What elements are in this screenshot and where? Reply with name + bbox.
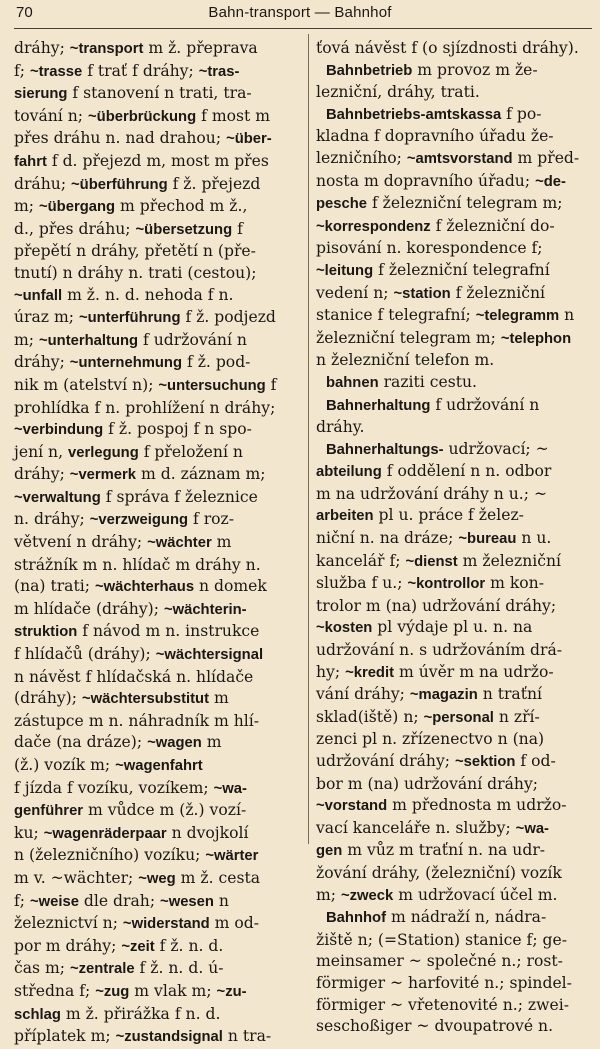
definition-text: n domek xyxy=(194,577,267,596)
definition-text: vání dráhy; xyxy=(316,685,410,704)
headword: Bahnbetriebs-amtskassa xyxy=(326,106,502,123)
text-line xyxy=(316,328,592,351)
headword: ~korrespondenz xyxy=(316,218,431,235)
definition-text: f jízda f vozíku, vozíkem; xyxy=(14,778,214,797)
text-line xyxy=(14,375,300,398)
definition-text: f správa f železnice xyxy=(100,487,258,506)
headword: ~wächtersignal xyxy=(155,647,264,664)
text-line xyxy=(316,104,592,127)
headword: Bahnerhaltung xyxy=(326,397,431,414)
left-column xyxy=(14,38,300,1046)
headword: ~zu- xyxy=(216,983,247,1000)
headword: ~wächtersubstitut xyxy=(81,691,209,708)
definition-text: f ž. pospoj f n spo- xyxy=(103,420,252,439)
definition-text: trolor m (na) udržování dráhy; xyxy=(316,596,557,615)
text-line xyxy=(316,818,592,841)
text-line xyxy=(14,845,300,868)
text-line xyxy=(14,38,300,61)
headword: ~untersuchung xyxy=(158,377,266,394)
headword: ~verwaltung xyxy=(14,489,101,506)
headword: ~leitung xyxy=(316,262,374,279)
headword: verlegung xyxy=(68,444,139,461)
definition-text: zenci pl n. zřízenectvo n (na) xyxy=(316,730,545,749)
definition-text: m na udržování dráhy n u.; ~ xyxy=(316,484,548,503)
definition-text: f po- xyxy=(501,104,542,123)
definition-text: m provoz m že- xyxy=(412,60,538,79)
text-line xyxy=(14,532,300,555)
headword: sierung xyxy=(14,86,68,103)
definition-text: lezniční, dráhy, trati. xyxy=(316,83,480,102)
definition-text: železnictví n; xyxy=(14,914,123,933)
text-line xyxy=(316,1016,592,1038)
definition-text: dle drah; xyxy=(78,891,161,910)
text-line xyxy=(316,148,592,171)
text-line xyxy=(316,795,592,818)
definition-text: udržování n. s udržováním drá- xyxy=(316,641,563,660)
headword: ~wa- xyxy=(213,780,247,797)
definition-text: m vůdce m (ž.) vozí- xyxy=(83,801,247,820)
headword: ~wärter xyxy=(205,848,259,865)
headword: ~übersetzung xyxy=(135,221,233,238)
definition-text: f d. přejezd m, most m přes xyxy=(46,151,269,170)
definition-text: m železniční xyxy=(457,551,562,570)
definition-text: přes dráhu n. nad drahou; xyxy=(14,129,227,148)
text-line xyxy=(14,644,300,667)
definition-text: m přechod m ž., xyxy=(115,197,248,216)
text-line xyxy=(316,995,592,1017)
definition-text: seschoßiger ~ dvoupatrové n. xyxy=(316,1017,554,1036)
text-line xyxy=(316,372,592,395)
definition-text: f roz- xyxy=(188,510,235,529)
headword: ~zustandsignal xyxy=(115,1029,223,1046)
definition-text: prohlídka f n. prohlížení n dráhy; xyxy=(14,398,276,417)
text-line xyxy=(316,596,592,618)
text-line xyxy=(316,283,592,306)
headword: ~verzweigung xyxy=(89,512,189,529)
headword: ~unternehmung xyxy=(69,355,183,372)
definition-text: služba f u.; xyxy=(316,574,408,593)
definition-text: kancelář f; xyxy=(316,551,406,570)
text-line xyxy=(316,395,592,418)
headword: ~übergang xyxy=(39,199,116,216)
text-line xyxy=(316,484,592,506)
text-line xyxy=(14,307,300,330)
headword: ~vermerk xyxy=(69,467,137,484)
definition-text: n xyxy=(213,891,229,910)
text-line xyxy=(316,930,592,952)
text-line xyxy=(14,958,300,981)
definition-text: f ž. podjezd xyxy=(180,308,276,327)
definition-text: d., přes dráhu; xyxy=(14,219,136,238)
headword: ~wagenfahrt xyxy=(115,758,203,774)
text-line xyxy=(14,688,300,711)
headword: ~widerstand xyxy=(122,916,210,933)
definition-text: n u. xyxy=(516,529,552,548)
definition-text: m xyxy=(209,689,229,708)
headword: ~zentrale xyxy=(70,961,135,978)
definition-text: raziti cestu. xyxy=(378,372,477,391)
definition-text: pl výdaje pl u. n. na xyxy=(372,618,533,637)
definition-text: ku; xyxy=(14,823,44,842)
headword: ~tras- xyxy=(198,63,240,80)
definition-text: přepětí n dráhy, přetětí n (pře- xyxy=(14,242,256,261)
headword: ~sektion xyxy=(454,754,516,770)
definition-text: f most m xyxy=(196,106,271,125)
definition-text: f železniční telegrafní xyxy=(373,260,550,279)
definition-text: n dvojkolí xyxy=(166,823,249,842)
definition-text: f železniční do- xyxy=(430,216,555,235)
definition-text: kladna f dopravního úřadu že- xyxy=(316,127,554,146)
headword: ~magazin xyxy=(409,687,478,704)
headword: ~station xyxy=(393,285,451,302)
definition-text: f železniční xyxy=(450,283,546,302)
text-line xyxy=(316,60,592,83)
text-line xyxy=(316,729,592,751)
definition-text: m d. záznam m; xyxy=(136,465,266,484)
definition-text: m přednosta m udržo- xyxy=(387,796,567,815)
definition-text: m nádraží n, nádra- xyxy=(386,908,547,927)
headword: ~dienst xyxy=(405,553,458,570)
text-line xyxy=(14,913,300,936)
headword: ~wagen xyxy=(147,735,202,752)
headword: ~trasse xyxy=(29,63,83,80)
text-line xyxy=(14,800,300,823)
definition-text: m xyxy=(211,533,232,552)
headword: ~unterführung xyxy=(78,310,181,327)
text-line xyxy=(316,305,592,328)
text-line xyxy=(14,419,300,442)
text-line xyxy=(316,528,592,551)
definition-text: (dráhy); xyxy=(14,689,82,708)
text-line xyxy=(316,461,592,484)
text-line xyxy=(14,599,300,622)
headword: struktion xyxy=(14,624,78,641)
headword: ~kosten xyxy=(316,620,373,637)
definition-text: meinsamer ~ společné n.; rost- xyxy=(316,952,563,971)
text-line xyxy=(14,509,300,532)
header-rule xyxy=(14,28,592,29)
text-line xyxy=(316,417,592,439)
headword: pesche xyxy=(316,196,367,213)
headword: fahrt xyxy=(14,153,47,170)
headword: ~wächterhaus xyxy=(94,579,195,596)
definition-text: m vůz m traťní n. na udr- xyxy=(342,841,546,860)
definition-text: n železniční telefon m. xyxy=(316,351,495,370)
definition-text: m ž. cesta xyxy=(175,868,261,887)
text-line xyxy=(14,667,300,689)
text-line xyxy=(316,171,592,194)
text-line xyxy=(14,285,300,308)
column-divider xyxy=(308,34,309,844)
definition-text: pisování n. korespondence f; xyxy=(316,239,543,258)
definition-text: f ž. přejezd xyxy=(167,174,261,193)
text-line xyxy=(316,260,592,283)
text-line xyxy=(14,219,300,242)
headword: Bahnbetrieb xyxy=(326,62,413,79)
text-line xyxy=(14,1026,300,1049)
text-line xyxy=(14,106,300,129)
headword: Bahnerhaltungs- xyxy=(326,441,444,458)
text-line xyxy=(316,951,592,973)
page-header xyxy=(0,0,600,36)
definition-text: niční n. na dráze; xyxy=(316,529,459,548)
definition-text: ťová návěst f (o sjízdnosti dráhy). xyxy=(316,39,579,57)
headword: ~unterhaltung xyxy=(39,332,139,349)
definition-text: n xyxy=(559,306,575,325)
headword: ~kredit xyxy=(345,664,395,681)
definition-text: m vlak m; xyxy=(129,981,217,1000)
text-line xyxy=(316,840,592,863)
text-line xyxy=(14,398,300,420)
headword: abteilung xyxy=(316,464,382,481)
text-line xyxy=(316,973,592,995)
headword: ~weise xyxy=(29,893,79,910)
text-line xyxy=(316,774,592,796)
definition-text: f přeložení n xyxy=(138,442,243,461)
headword: ~verbindung xyxy=(14,422,104,439)
definition-text: f od- xyxy=(515,752,556,770)
text-line xyxy=(14,981,300,1004)
text-line xyxy=(14,442,300,465)
definition-text: f ž. n. d. xyxy=(154,936,224,955)
definition-text: f stanovení n trati, tra- xyxy=(67,84,252,103)
text-line xyxy=(316,863,592,885)
text-line xyxy=(14,755,300,778)
definition-text: n traťní xyxy=(477,685,543,704)
definition-text: pl u. práce f želez- xyxy=(373,506,524,525)
headword: ~zweck xyxy=(341,887,394,904)
text-line xyxy=(14,576,300,599)
headword: ~wagenräderpaar xyxy=(43,825,167,842)
definition-text: m kon- xyxy=(485,574,544,593)
text-line xyxy=(316,751,592,774)
text-line xyxy=(14,61,300,84)
definition-text: förmiger ~ harfovité n.; spindel- xyxy=(316,973,572,992)
definition-text: středna f; xyxy=(14,981,96,1000)
definition-text: m před- xyxy=(512,148,580,167)
definition-text: železniční telegram m; xyxy=(316,328,501,347)
text-line xyxy=(316,82,592,104)
text-line xyxy=(316,193,592,216)
definition-text: m úvěr m na udržo- xyxy=(394,662,554,681)
text-line xyxy=(316,551,592,574)
definition-text: m v. ~wächter; xyxy=(14,868,139,887)
text-line xyxy=(14,778,300,801)
text-line xyxy=(316,238,592,260)
page-number: 70 xyxy=(16,4,33,21)
headword: ~über- xyxy=(226,131,272,148)
text-line xyxy=(316,126,592,148)
headword: ~weg xyxy=(138,870,176,887)
text-line xyxy=(14,196,300,219)
text-line xyxy=(14,555,300,577)
definition-text: f oddělení n n. odbor xyxy=(381,462,552,481)
definition-text: förmiger ~ vřetenovité n.; zwei- xyxy=(316,995,569,1014)
definition-text: m ž. přeprava xyxy=(143,39,258,57)
definition-text: m udržovací účel m. xyxy=(393,885,558,904)
text-line xyxy=(316,216,592,239)
definition-text: m hlídače (dráhy); xyxy=(14,599,164,618)
running-head: Bahn-transport — Bahnhof xyxy=(208,4,392,21)
definition-text: f hlídačů (dráhy); xyxy=(14,645,156,664)
text-line xyxy=(14,128,300,151)
definition-text: f udržování n xyxy=(430,395,540,414)
definition-text: stanice f telegrafní; xyxy=(316,306,476,325)
definition-text: m ž. přirážka f n. d. xyxy=(60,1004,221,1023)
definition-text: jení n, xyxy=(14,442,69,461)
headword: genführer xyxy=(14,803,84,820)
definition-text: n. dráhy; xyxy=(14,510,90,529)
text-line xyxy=(316,907,592,930)
headword: ~telephon xyxy=(500,330,572,347)
definition-text: m; xyxy=(316,885,341,904)
text-line xyxy=(14,464,300,487)
headword: ~bureau xyxy=(458,531,517,548)
text-line xyxy=(316,885,592,908)
definition-text: m; xyxy=(14,330,39,349)
headword: ~kontrollor xyxy=(407,576,486,593)
headword: Bahnhof xyxy=(326,910,386,927)
text-line xyxy=(316,38,592,60)
definition-text: čas m; xyxy=(14,959,70,978)
definition-text: dráhy; xyxy=(14,39,70,57)
headword: schlag xyxy=(14,1006,61,1023)
headword: ~überbrückung xyxy=(88,108,197,125)
text-line xyxy=(14,83,300,106)
headword: arbeiten xyxy=(316,508,374,525)
text-line xyxy=(14,621,300,644)
definition-text: m od- xyxy=(209,914,260,933)
headword: ~wächterin- xyxy=(163,601,247,618)
text-line xyxy=(316,573,592,596)
definition-text: f trať f dráhy; xyxy=(82,61,199,80)
text-line xyxy=(14,868,300,891)
text-line xyxy=(316,617,592,640)
definition-text: n zří- xyxy=(493,707,540,726)
headword: ~personal xyxy=(423,709,494,726)
text-line xyxy=(14,936,300,959)
headword: ~zug xyxy=(95,983,130,1000)
headword: ~transport xyxy=(69,41,144,57)
right-column xyxy=(316,38,592,1036)
definition-text: (na) trati; xyxy=(14,577,95,596)
definition-text: dráhy; xyxy=(14,353,70,372)
definition-text: f ž. n. d. ú- xyxy=(134,959,224,978)
definition-text: n návěst f hlídačská n. hlídače xyxy=(14,667,254,686)
text-line xyxy=(316,439,592,462)
text-line xyxy=(14,891,300,914)
definition-text: udržovací; ~ xyxy=(443,439,549,458)
text-line xyxy=(316,662,592,685)
definition-text: bor m (na) udržování dráhy; xyxy=(316,774,539,793)
definition-text: f ž. pod- xyxy=(182,353,251,372)
headword: ~überführung xyxy=(71,176,168,193)
headword: ~unfall xyxy=(14,287,63,304)
headword: ~amtsvorstand xyxy=(406,150,513,167)
definition-text: n tra- xyxy=(222,1027,272,1046)
definition-text: vedení n; xyxy=(316,283,394,302)
definition-text: por m dráhy; xyxy=(14,936,122,955)
definition-text: m xyxy=(201,733,222,752)
text-line xyxy=(14,732,300,755)
text-line xyxy=(14,711,300,733)
definition-text: dráhy; xyxy=(14,465,70,484)
definition-text: f; xyxy=(14,61,30,80)
definition-text: m; xyxy=(14,197,39,216)
text-line xyxy=(316,505,592,528)
definition-text: dráhy. xyxy=(316,418,365,437)
text-line xyxy=(316,350,592,372)
definition-text: tnutí) n dráhy n. trati (cestou); xyxy=(14,263,257,282)
definition-text: n (železničního) vozíku; xyxy=(14,846,206,865)
text-line xyxy=(14,263,300,285)
definition-text: f železniční telegram m; xyxy=(367,194,563,213)
text-line xyxy=(14,174,300,197)
headword: ~zeit xyxy=(121,938,155,955)
headword: ~telegramm xyxy=(475,308,560,325)
definition-text: m ž. n. d. nehoda f n. xyxy=(62,285,234,304)
text-line xyxy=(316,707,592,730)
definition-text: f návod m n. instrukce xyxy=(77,622,260,641)
definition-text: dráhu; xyxy=(14,174,72,193)
definition-text: nosta m dopravního úřadu; xyxy=(316,171,536,190)
definition-text: žiště n; (=Station) stanice f; ge- xyxy=(316,930,568,949)
definition-text: lezničního; xyxy=(316,148,407,167)
definition-text: strážník m n. hlídač m dráhy n. xyxy=(14,555,261,574)
definition-text: tování n; xyxy=(14,106,89,125)
text-line xyxy=(14,352,300,375)
definition-text: úraz m; xyxy=(14,308,79,327)
definition-text: hy; xyxy=(316,662,346,681)
definition-text: f xyxy=(265,375,277,394)
text-line xyxy=(14,330,300,353)
definition-text: dače (na dráze); xyxy=(14,733,148,752)
text-line xyxy=(14,487,300,510)
definition-text: větvení n dráhy; xyxy=(14,533,148,552)
headword: ~vorstand xyxy=(316,798,388,815)
headword: ~wa- xyxy=(515,820,549,837)
definition-text: f xyxy=(232,219,243,238)
definition-text: f; xyxy=(14,891,30,910)
text-line xyxy=(316,684,592,707)
text-line xyxy=(14,151,300,174)
definition-text: f udržování n xyxy=(138,330,247,349)
definition-text: (ž.) vozík m; xyxy=(14,756,116,774)
headword: bahnen xyxy=(326,374,379,391)
definition-text: nik m (atelství n); xyxy=(14,375,159,394)
headword: gen xyxy=(316,843,343,860)
headword: ~wesen xyxy=(160,893,214,910)
text-line xyxy=(14,1004,300,1027)
text-line xyxy=(14,241,300,263)
definition-text: vací kanceláře n. služby; xyxy=(316,818,516,837)
text-line xyxy=(316,640,592,662)
definition-text: žování dráhy, (železniční) vozík xyxy=(316,863,562,882)
definition-text: zástupce m n. náhradník m hlí- xyxy=(14,711,260,730)
text-line xyxy=(14,823,300,846)
headword: ~de- xyxy=(535,173,566,190)
definition-text: příplatek m; xyxy=(14,1027,116,1046)
definition-text: sklad(iště) n; xyxy=(316,707,424,726)
headword: ~wächter xyxy=(147,535,212,552)
definition-text: udržování dráhy; xyxy=(316,752,455,770)
